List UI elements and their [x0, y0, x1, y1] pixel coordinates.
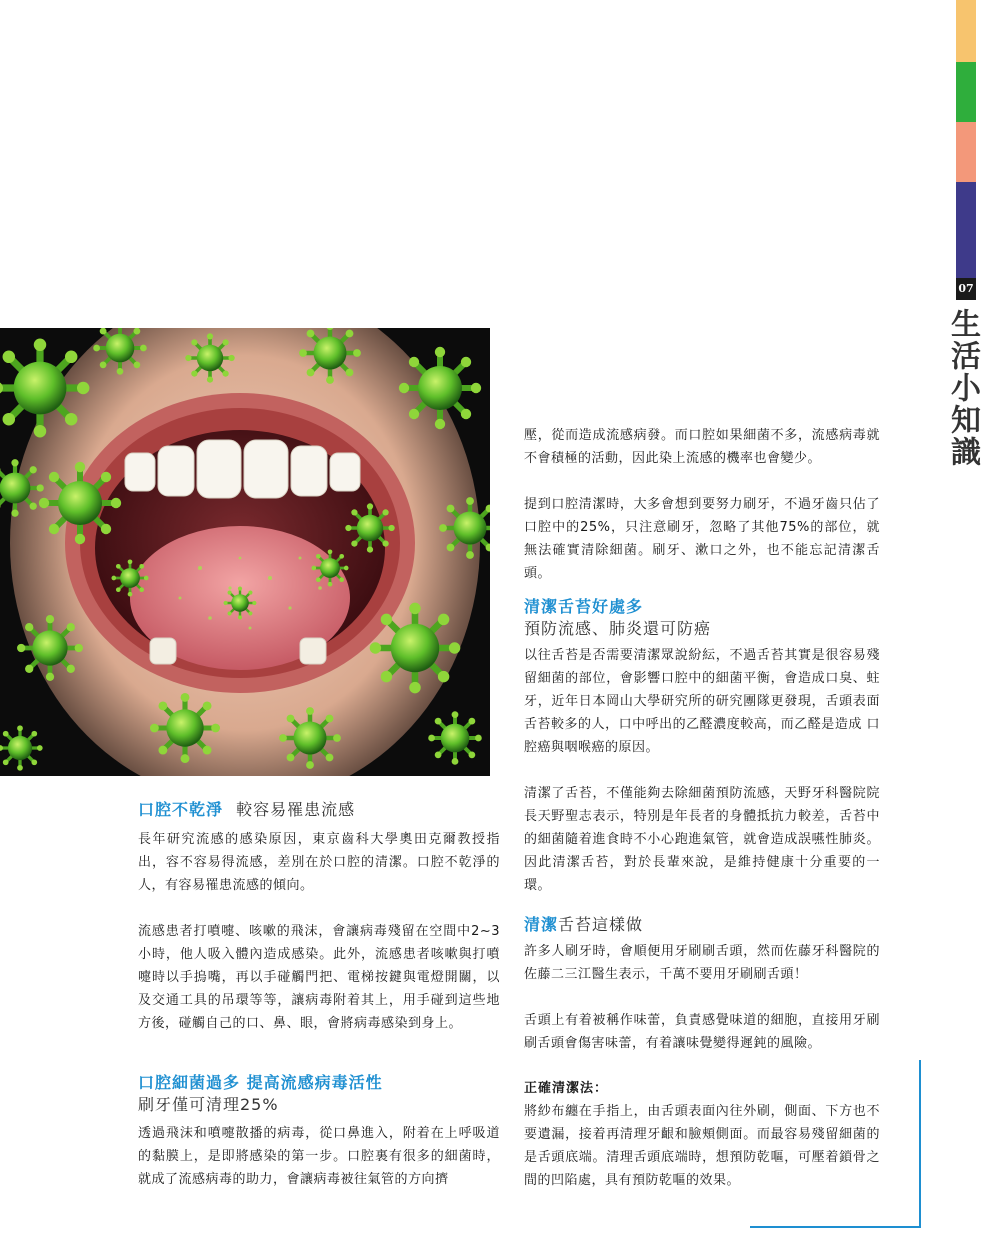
accent-line-vertical [919, 1060, 921, 1228]
brushing-paragraph: 提到口腔清潔時，大多會想到要努力刷牙，不過牙齒只佔了口腔中的25%，只注意刷牙，忽略了其他75%的部位，就無法確實清除細菌。刷牙、漱口之外，也不能忘記清潔舌頭。 [524, 497, 880, 581]
tab-yellow [956, 0, 976, 62]
tab-purple [956, 182, 976, 278]
method-paragraph: 將紗布纏在手指上，由舌頭表面內往外刷，側面、下方也不要遺漏，接着再清理牙齦和臉頰側面。而最容易殘留細菌的是舌頭底端。清理舌頭底端時，想預防乾嘔，可壓着鎖骨之間的凹陷處，具有預防乾嘔的效果。 [524, 1104, 880, 1188]
section-2-heading: 口腔細菌過多 提高流感病毒活性 [138, 1073, 383, 1092]
section-3 [524, 596, 880, 897]
section-4-paragraph-1: 許多人刷牙時，會順便用牙刷刷舌頭，然而佐藤牙科醫院的佐藤二三江醫生表示，千萬不要用牙刷刷舌頭！ [524, 944, 880, 982]
section-1-heading: 口腔不乾淨 [138, 800, 224, 819]
section-3-heading: 清潔舌苔好處多 [524, 597, 644, 616]
section-2-subheading: 刷牙僅可清理25% [138, 1095, 279, 1114]
section-title: 生活小知識 [945, 308, 980, 468]
accent-line-horizontal [750, 1226, 921, 1228]
method-label: 正確清潔法： [524, 1081, 609, 1096]
tab-salmon [956, 122, 976, 182]
section-2-paragraph-1: 透過飛沫和噴嚏散播的病毒，從口鼻進入，附着在上呼吸道的黏膜上，是即將感染的第一步。口腔裏有很多的細菌時，就成了流感病毒的助力，會讓病毒被往氣管的方向擠 [138, 1126, 500, 1187]
tab-green [956, 62, 976, 122]
section-4-heading: 清潔 [524, 915, 559, 934]
section-1 [138, 798, 500, 1035]
right-intro [524, 424, 880, 585]
section-3-paragraph-2: 清潔了舌苔，不僅能夠去除細菌預防流感，天野牙科醫院院長天野聖志表示，特別是年長者的身體抵抗力較差，舌苔中的細菌隨着進食時不小心跑進氣管，就會造成誤嚥性肺炎。因此清潔舌苔，對於長輩來說，是維持健康十分重要的一環。 [524, 786, 880, 893]
section-1-paragraph-2: 流感患者打噴嚏、咳嗽的飛沫，會讓病毒殘留在空間中2~3小時，他人吸入體內造成感染。此外，流感患者咳嗽與打噴嚏時以手摀嘴，再以手碰觸門把、電梯按鍵與電燈開關，以及交通工具的吊環等等，讓病毒附着其上，用手碰到這些地方後，碰觸自己的口、鼻、眼，會將病毒感染到身上。 [138, 924, 500, 1031]
continued-paragraph: 壓，從而造成流感病發。而口腔如果細菌不多，流感病毒就不會積極的活動，因此染上流感的機率也會變少。 [524, 428, 880, 466]
method-section [524, 1078, 880, 1192]
section-3-paragraph-1: 以往舌苔是否需要清潔眾說紛紜，不過舌苔其實是很容易殘留細菌的部位，會影響口腔中的細菌平衡，會造成口臭、蛀牙，近年日本岡山大學研究所的研究團隊更發現，舌頭表面舌苔較多的人，口中呼出的乙醛濃度較高，而乙醛是造成 口腔癌與咽喉癌的原因。 [524, 648, 880, 755]
mouth-virus-illustration [0, 328, 490, 776]
section-4-heading-sub: 舌苔這樣做 [558, 915, 644, 934]
section-4 [524, 914, 880, 1055]
section-1-paragraph-1: 長年研究流感的感染原因，東京齒科大學奧田克爾教授指出，容不容易得流感，差別在於口腔的清潔。口腔不乾淨的人，有容易罹患流感的傾向。 [138, 832, 500, 893]
section-number: 07 [956, 278, 976, 300]
section-3-subheading: 預防流感、肺炎還可防癌 [524, 619, 712, 638]
section-1-heading-sub: 較容易罹患流感 [236, 800, 356, 819]
section-2 [138, 1072, 500, 1191]
section-4-paragraph-2: 舌頭上有着被稱作味蕾，負責感覺味道的細胞，直接用牙刷刷舌頭會傷害味蕾，有着讓味覺變得遲鈍的風險。 [524, 1013, 880, 1051]
